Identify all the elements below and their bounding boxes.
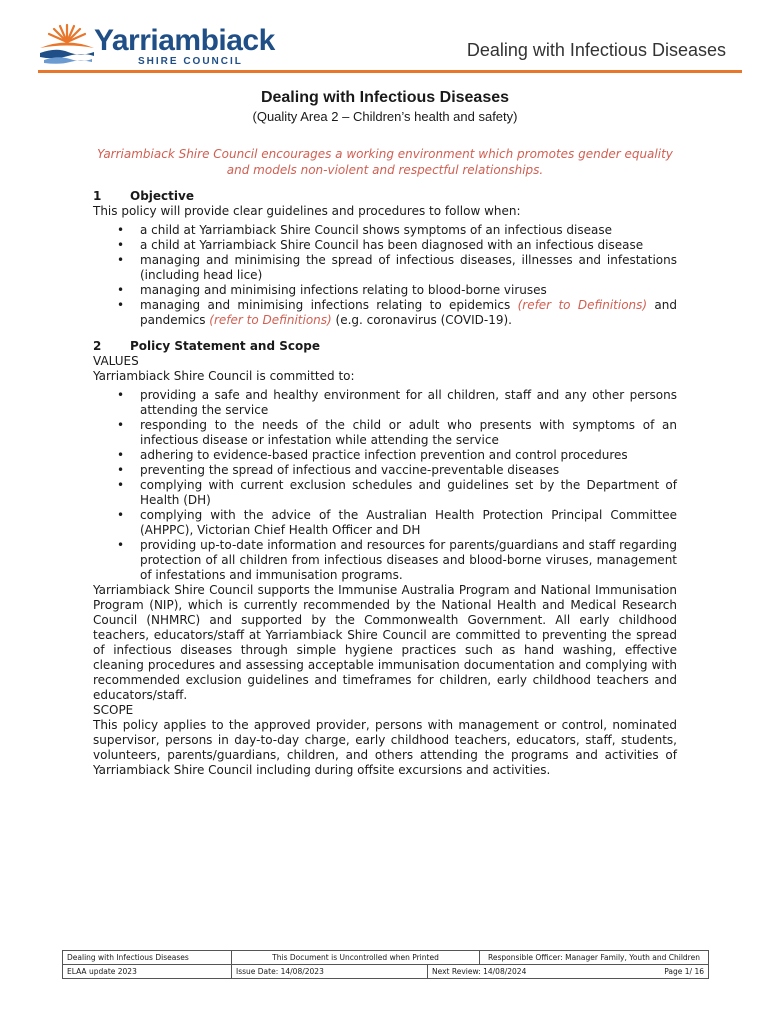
section-title: Objective <box>130 189 194 203</box>
definitions-reference: (refer to Definitions) <box>209 313 332 327</box>
footer-uncontrolled-notice: This Document is Uncontrolled when Printed <box>232 951 480 965</box>
objective-list <box>93 223 677 328</box>
list-item-text: managing and minimising infections relating to epidemics <box>140 298 518 312</box>
values-list <box>93 388 677 583</box>
footer-review-and-page <box>428 965 709 979</box>
list-item: • providing a safe and healthy environment for all children, staff and any other persons attending the service <box>140 388 677 418</box>
list-item <box>140 298 677 328</box>
section-1-heading <box>93 189 677 204</box>
objective-intro: This policy will provide clear guidelines and procedures to follow when: <box>93 204 521 218</box>
scope-paragraph: This policy applies to the approved provider, persons with management or control, nominated supervisor, persons in day-to-day charge, early childhood teachers, educators, staff, students, volunteers, parents/guardians, children, and others attending the programs and activities of Yarriambiack Shire Council including during offsite excursions and activities. <box>93 718 677 777</box>
list-item: • a child at Yarriambiack Shire Council has been diagnosed with an infectious disease <box>140 238 677 253</box>
document-body <box>93 88 677 778</box>
section-number: 1 <box>93 189 102 203</box>
list-item: • providing up-to-date information and resources for parents/guardians and staff regarding protection of all children from infectious diseases and blood-borne viruses, management of infestations and immunisation programs. <box>140 538 677 583</box>
list-item-text: and pandemics <box>140 298 678 327</box>
list-item: • preventing the spread of infectious and vaccine-preventable diseases <box>140 463 677 478</box>
footer-row <box>63 951 709 965</box>
document-subtitle: (Quality Area 2 – Children’s health and safety) <box>252 109 518 124</box>
support-paragraph: Yarriambiack Shire Council supports the Immunise Australia Program and National Immunisation Program (NIP), which is currently recommended by the National Health and Medical Research Council (NHMRC) and supported by the Commonwealth Government. All early childhood teachers, educators/staff at Yarriambiack Shire Council are committed to preventing the spread of infectious diseases through simple hygiene practices such as hand washing, effective cleaning procedures and assessing acceptable immunisation documentation and complying with recommended exclusion guidelines and timeframes for children, early childhood teachers and educators/staff. <box>93 583 677 702</box>
footer-update-note: ELAA update 2023 <box>63 965 232 979</box>
footer-document-name: Dealing with Infectious Diseases <box>63 951 232 965</box>
document-footer <box>62 950 709 979</box>
list-item: • managing and minimising infections relating to blood-borne viruses <box>140 283 677 298</box>
list-item: • complying with current exclusion schedules and guidelines set by the Department of Health (DH) <box>140 478 677 508</box>
footer-responsible-officer: Responsible Officer: Manager Family, Youth and Children <box>480 951 709 965</box>
council-logo <box>38 22 298 70</box>
document-title: Dealing with Infectious Diseases <box>260 89 510 106</box>
scope-label: SCOPE <box>93 703 134 717</box>
footer-row <box>63 965 709 979</box>
footer-next-review: Next Review: 14/08/2024 <box>432 967 527 976</box>
list-item: • managing and minimising the spread of infectious diseases, illnesses and infestations (including head lice) <box>140 253 677 283</box>
page-header <box>0 0 770 78</box>
footer-issue-date: Issue Date: 14/08/2023 <box>232 965 428 979</box>
definitions-reference: (refer to Definitions) <box>517 298 648 312</box>
section-number: 2 <box>93 339 102 353</box>
list-item: • complying with the advice of the Australian Health Protection Principal Committee (AHPPC), Victorian Chief Health Officer and DH <box>140 508 677 538</box>
sun-wave-logo-icon <box>38 22 96 68</box>
section-title: Policy Statement and Scope <box>130 339 320 353</box>
list-item: • a child at Yarriambiack Shire Council shows symptoms of an infectious disease <box>140 223 677 238</box>
list-item: • responding to the needs of the child or adult who presents with symptoms of an infectious disease or infestation while attending the service <box>140 418 677 448</box>
logo-subtitle: SHIRE COUNCIL <box>138 56 243 67</box>
header-divider <box>38 70 742 73</box>
section-2-heading <box>93 339 677 354</box>
values-label: VALUES <box>93 354 139 368</box>
list-item: • adhering to evidence-based practice infection prevention and control procedures <box>140 448 677 463</box>
gender-equality-statement: Yarriambiack Shire Council encourages a working environment which promotes gender equality and models non-violent and respectful relationships. <box>97 147 673 177</box>
header-title: Dealing with Infectious Diseases <box>466 40 726 60</box>
footer-page-number: Page 1/ 16 <box>664 967 704 976</box>
list-item-text: (e.g. coronavirus (COVID-19). <box>331 313 512 327</box>
logo-name: Yarriambiack <box>94 24 275 57</box>
committed-intro: Yarriambiack Shire Council is committed to: <box>93 369 355 383</box>
